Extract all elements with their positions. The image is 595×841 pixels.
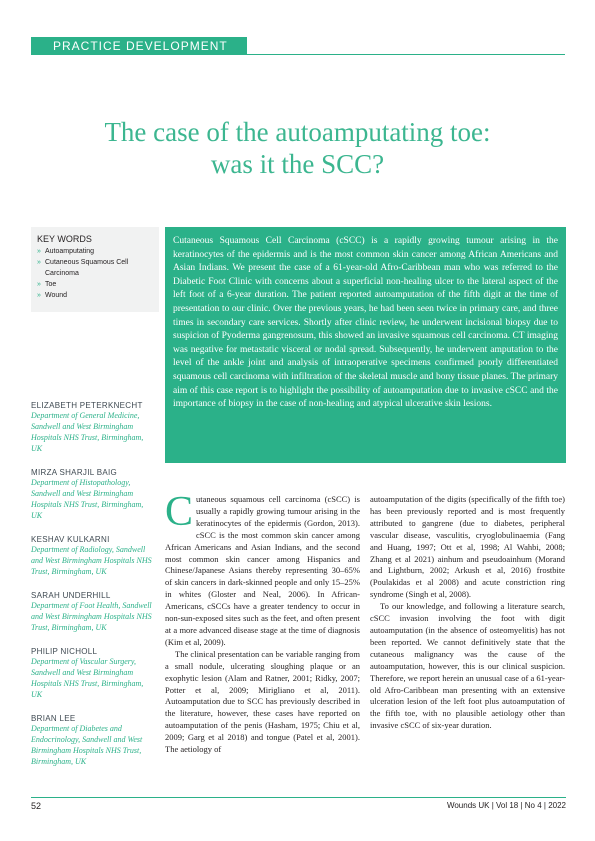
keywords-box — [31, 227, 159, 312]
drop-cap: C — [165, 489, 194, 535]
body-column-1 — [165, 489, 360, 756]
author-affiliation: Department of Foot Health, Sandwell and West Birmingham Hospitals NHS Trust, Birmingham, UK — [31, 601, 152, 632]
author-entry — [31, 468, 156, 521]
body-paragraph: The clinical presentation can be variable ranging from a small nodule, ulcerating sloughing plaque or an exophytic lesion (Alam and Ratner, 2001; Ridky, 2007; Potter et al, 2009; Mirigliano et al, 2011). Autoamputation due to SCC has previously described in the literature, however, these cases have reported on autoamputation of the penis (Hasham, 1975; Chiu et al, 2009; Garg et al 2018) and tongue (Patel et al, 2001). The aetiology of — [165, 648, 360, 755]
author-affiliation: Department of Radiology, Sandwell and West Birmingham Hospitals NHS Trust, Birmingham, UK — [31, 545, 152, 576]
author-entry — [31, 535, 156, 577]
author-name: SARAH UNDERHILL — [31, 591, 111, 600]
footer-rule — [31, 797, 566, 798]
author-name: KESHAV KULKARNI — [31, 535, 110, 544]
keywords-heading: KEY WORDS — [37, 234, 92, 244]
author-affiliation: Department of Histopathology, Sandwell and West Birmingham Hospitals NHS Trust, Birmingham, UK — [31, 478, 144, 520]
keyword-item: » Toe — [37, 281, 57, 288]
author-entry — [31, 714, 156, 767]
section-banner: PRACTICE DEVELOPMENT — [31, 37, 247, 55]
page-number: 52 — [31, 801, 42, 811]
keyword-item: » Cutaneous Squamous Cell Carcinoma — [37, 259, 129, 277]
keyword-item: » Wound — [37, 292, 68, 299]
arrow-icon: » — [37, 248, 41, 255]
body-column-2 — [370, 494, 565, 732]
title-line-1: The case of the autoamputating toe: — [104, 117, 491, 147]
abstract-box: Cutaneous Squamous Cell Carcinoma (cSCC) is a rapidly growing tumour arising in the keratinocytes of the epidermis and is the most common skin cancer among African Americans and Asian Indians. We present the case of a 61-year-old Afro-Caribbean man who was referred to the Diabetic Foot Clinic with concerns about a superficial non-healing ulcer to the lateral aspect of the left foot of a 6-year duration. The patient reported autoamputation of the fifth digit at the time of presentation to our clinic. Over the previous years, he had been seen twice in primary care, and three times in secondary care services. Shortly after clinic review, he underwent incisional biopsy due to suspicion of Pyoderma gangrenosum, this showed an invasive squamous cell carcinoma. CT imaging was negative for metastatic visceral or nodal spread. Subsequently, he underwent amputation to the level of the ankle joint and analysis of intraoperative specimens confirmed poorly differentiated squamous cell carcinoma with infiltration of the skeletal muscle and bony tissue planes. The primary aim of this case report is to highlight the possibility of autoamputation due to invasive cSCC and the importance of biopsy in the case of non-healing and atypical ulcerative skin lesions. — [165, 227, 566, 463]
author-entry — [31, 401, 156, 454]
body-paragraph: To our knowledge, and following a literature search, cSCC invasion involving the foot with digit autoamputation (in the absence of osteomyelitis) has not been reported. We cannot definitively state that the cutaneous malignancy was the cause of the autoamputation, however, this is our clinical suspicion. Therefore, we report herein an unusual case of a 61-year-old Afro-Caribbean man presenting with an extensive ulceration lesion of the left foot plus autoamputation of the fifth toe, with no plausible aetiology other than invasive cSCC of six-year duration. — [370, 601, 565, 731]
body-paragraph: Cutaneous squamous cell carcinoma (cSCC) is usually a rapidly growing tumour arising in the keratinocytes of the epidermis (Gordon, 2013). cSCC is the most common skin cancer among African Americans and Asian Indians, and the second most common skin cancer among Hispanics and Chinese/Japanese Asians thereby representing 30–65% of skin cancers in dark-skinned people and only 15–25% in whites (Gloster and Neal, 2006). In African-Americans, cSCCs have a greater tendency to occur in non-sun-exposed sites such as the feet, and often present at a more advanced disease stage at the time of diagnosis (Kim et al, 2009). — [165, 489, 360, 647]
keyword-item: » Autoamputating — [37, 248, 95, 255]
arrow-icon: » — [37, 259, 41, 266]
author-list — [31, 401, 156, 781]
header-rule — [247, 54, 565, 55]
author-name: PHILIP NICHOLL — [31, 647, 98, 656]
author-entry — [31, 591, 156, 633]
author-affiliation: Department of General Medicine, Sandwell and West Birmingham Hospitals NHS Trust, Birmingham, UK — [31, 411, 144, 453]
author-name: BRIAN LEE — [31, 714, 76, 723]
title-line-2: was it the SCC? — [210, 149, 385, 179]
author-name: MIRZA SHARJIL BAIG — [31, 468, 118, 477]
author-affiliation: Department of Diabetes and Endocrinology, Sandwell and West Birmingham Hospitals NHS Trust, Birmingham, UK — [31, 724, 143, 766]
article-title — [30, 116, 565, 180]
author-name: ELIZABETH PETERKNECHT — [31, 401, 143, 410]
arrow-icon: » — [37, 292, 41, 299]
arrow-icon: » — [37, 281, 41, 288]
journal-citation: Wounds UK | Vol 18 | No 4 | 2022 — [446, 801, 566, 810]
body-paragraph: autoamputation of the digits (specifically of the fifth toe) has been previously reported and is most frequently attributed to gangrene (due to diabetes, peripheral vascular disease, vasculitis, cryoglobulinaemia (Fang and Huang, 1997; Ott et al, 1998; Al Wahbi, 2008; Zhang et al 2021) ainhum and pseudoainhum (Morand and Lightburn, 2002; Arkush et al, 2016) frostbite (Poulakidas et al 2008) and acute constriction ring syndrome (Singh et al, 2008). — [370, 494, 565, 600]
author-entry — [31, 647, 156, 700]
author-affiliation: Department of Vascular Surgery, Sandwell and West Birmingham Hospitals NHS Trust, Birmingham, UK — [31, 657, 144, 699]
